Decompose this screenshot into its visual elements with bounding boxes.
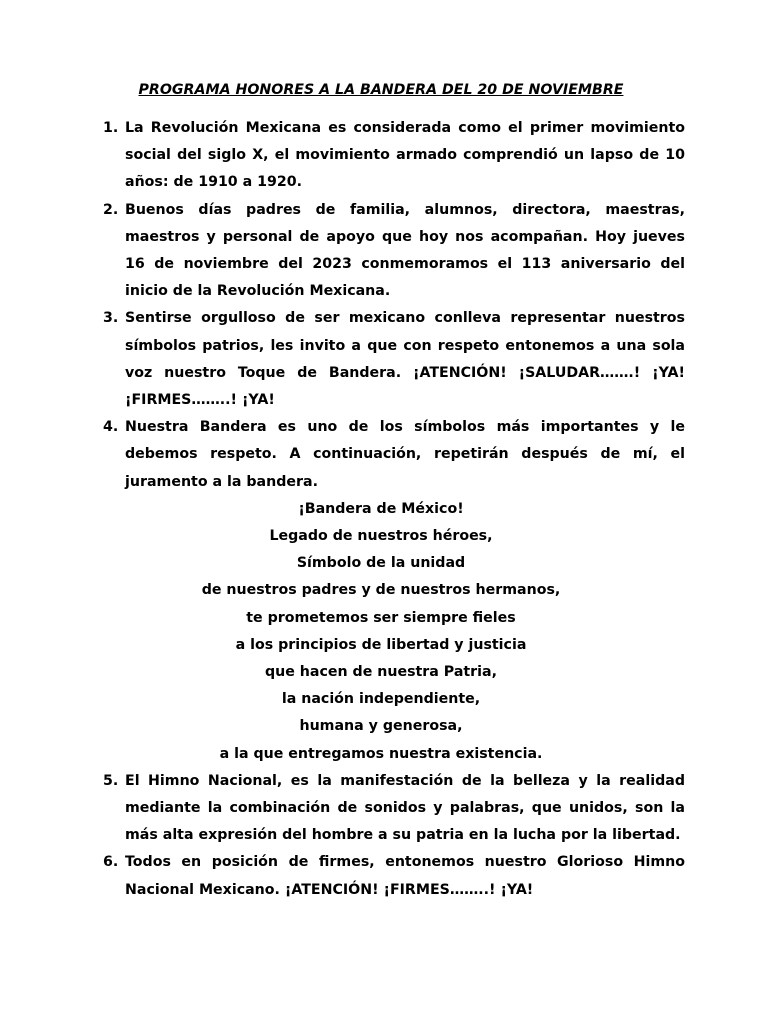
item-number: 2. (103, 201, 119, 218)
list-item (103, 197, 685, 306)
item-text: La Revolución Mexicana es considerada como el primer movimiento social del siglo X, el movimiento armado comprendió un lapso de 10 años: de 1910 a 1920. (125, 120, 685, 191)
item-text: El Himno Nacional, es la manifestación de la belleza y la realidad mediante la combinación de sonidos y palabras, que unidos, son la más alta expresión del hombre a su patria en la lucha por la libertad. (125, 772, 685, 844)
oath-line: de nuestros padres y de nuestros hermanos, (201, 582, 561, 599)
oath-line: la nación independiente, (281, 691, 481, 708)
list-item (103, 414, 685, 768)
flag-oath (125, 496, 685, 768)
oath-line: te prometemos ser siempre fieles (246, 609, 516, 626)
list-item (103, 115, 685, 197)
oath-line: a los principios de libertad y justicia (235, 636, 527, 653)
program-list (103, 115, 685, 904)
oath-line: a la que entregamos nuestra existencia. (219, 745, 543, 762)
item-number: 4. (103, 419, 119, 436)
item-number: 5. (103, 772, 119, 789)
list-item (103, 305, 685, 414)
list-item (103, 768, 685, 850)
oath-line: Símbolo de la unidad (296, 555, 466, 572)
item-text: Sentirse orgulloso de ser mexicano conlleva representar nuestros símbolos patrios, les invito a que con respeto entonemos a una sola voz nuestro Toque de Bandera. ¡ATENCIÓN! ¡SALUDAR…….! ¡YA! ¡FIRMES……..! ¡YA! (125, 310, 685, 409)
item-number: 6. (103, 854, 119, 871)
item-text: Nuestra Bandera es uno de los símbolos más importantes y le debemos respeto. A continuación, repetirán después de mí, el juramento a la bandera. (125, 419, 685, 490)
item-number: 3. (103, 310, 119, 327)
list-item (103, 849, 685, 903)
item-number: 1. (103, 120, 119, 136)
item-text: Todos en posición de firmes, entonemos nuestro Glorioso Himno Nacional Mexicano. ¡ATENCIÓN! ¡FIRMES……..! ¡YA! (125, 854, 685, 898)
oath-line: Legado de nuestros héroes, (269, 528, 493, 545)
item-text: Buenos días padres de familia, alumnos, directora, maestras, maestros y personal de apoyo que hoy nos acompañan. Hoy jueves 16 de noviembre del 2023 conmemoramos el 113 aniversario del inicio de la Revolución Mexicana. (125, 201, 685, 300)
oath-line: que hacen de nuestra Patria, (264, 664, 498, 681)
oath-line: humana y generosa, (299, 718, 463, 735)
document-title: PROGRAMA HONORES A LA BANDERA DEL 20 DE NOVIEMBRE (138, 82, 624, 98)
oath-line: ¡Bandera de México! (298, 500, 464, 517)
